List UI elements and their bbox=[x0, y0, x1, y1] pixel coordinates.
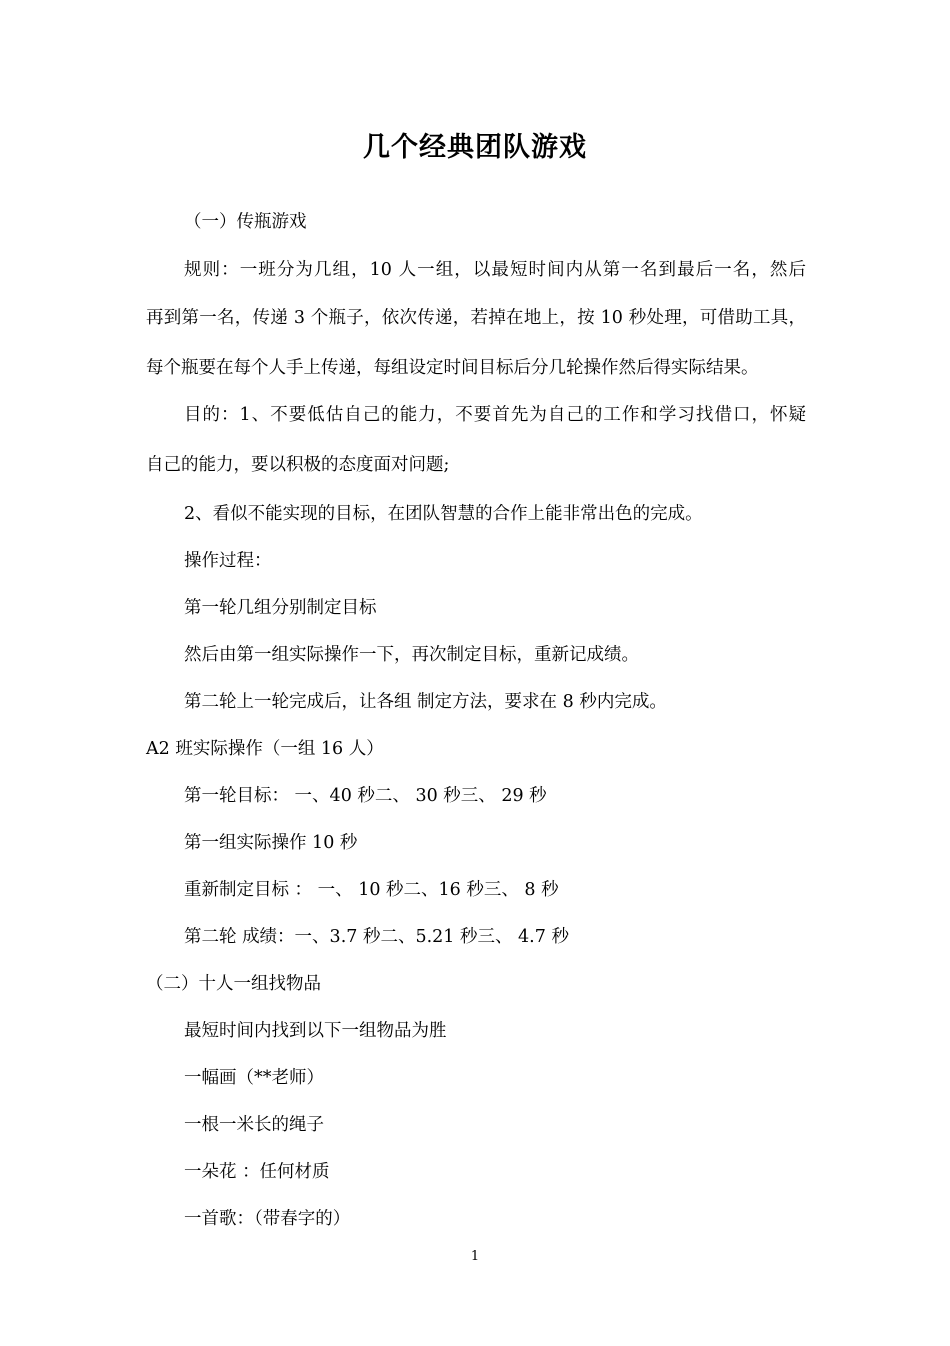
rules-line-2: 再到第一名，传递 3 个瓶子，依次传递，若掉在地上，按 10 秒处理，可借助工具， bbox=[146, 308, 806, 328]
procedure-round-2: 第二轮上一轮完成后，让各组 制定方法，要求在 8 秒内完成。 bbox=[184, 692, 667, 712]
purpose-line-1: 目的：1、不要低估自己的能力，不要首先为自己的工作和学习找借口，怀疑 bbox=[184, 405, 806, 425]
section-heading-find-items: （二）十人一组找物品 bbox=[146, 974, 321, 994]
rules-line-1: 规则：一班分为几组，10 人一组，以最短时间内从第一名到最后一名，然后 bbox=[184, 260, 806, 280]
find-items-rule: 最短时间内找到以下一组物品为胜 bbox=[184, 1021, 447, 1041]
procedure-round-1: 第一轮几组分别制定目标 bbox=[184, 598, 377, 618]
first-group-result: 第一组实际操作 10 秒 bbox=[184, 833, 358, 853]
item-song: 一首歌：（带春字的） bbox=[184, 1209, 351, 1229]
round-2-results: 第二轮 成绩：一、3.7 秒二、5.21 秒三、 4.7 秒 bbox=[184, 927, 569, 947]
item-painting: 一幅画（**老师） bbox=[184, 1068, 324, 1088]
class-a2-heading: A2 班实际操作（一组 16 人） bbox=[146, 739, 384, 759]
page-title: 几个经典团队游戏 bbox=[363, 132, 587, 163]
purpose-line-2: 自己的能力，要以积极的态度面对问题; bbox=[146, 455, 450, 475]
rules-line-3: 每个瓶要在每个人手上传递，每组设定时间目标后分几轮操作然后得实际结果。 bbox=[146, 358, 759, 378]
new-targets: 重新制定目标 ： 一、 10 秒二、16 秒三、 8 秒 bbox=[184, 880, 559, 900]
item-flower: 一朵花 ：任何材质 bbox=[184, 1162, 330, 1182]
section-heading-bottle-game: （一）传瓶游戏 bbox=[184, 212, 307, 232]
procedure-first-group: 然后由第一组实际操作一下，再次制定目标，重新记成绩。 bbox=[184, 645, 639, 665]
purpose-point-2: 2、看似不能实现的目标，在团队智慧的合作上能非常出色的完成。 bbox=[184, 504, 703, 524]
page-number: 1 bbox=[470, 1249, 480, 1264]
round-1-targets: 第一轮目标： 一、40 秒二、 30 秒三、 29 秒 bbox=[184, 786, 547, 806]
procedure-heading: 操作过程： bbox=[184, 551, 272, 571]
item-rope: 一根一米长的绳子 bbox=[184, 1115, 324, 1135]
